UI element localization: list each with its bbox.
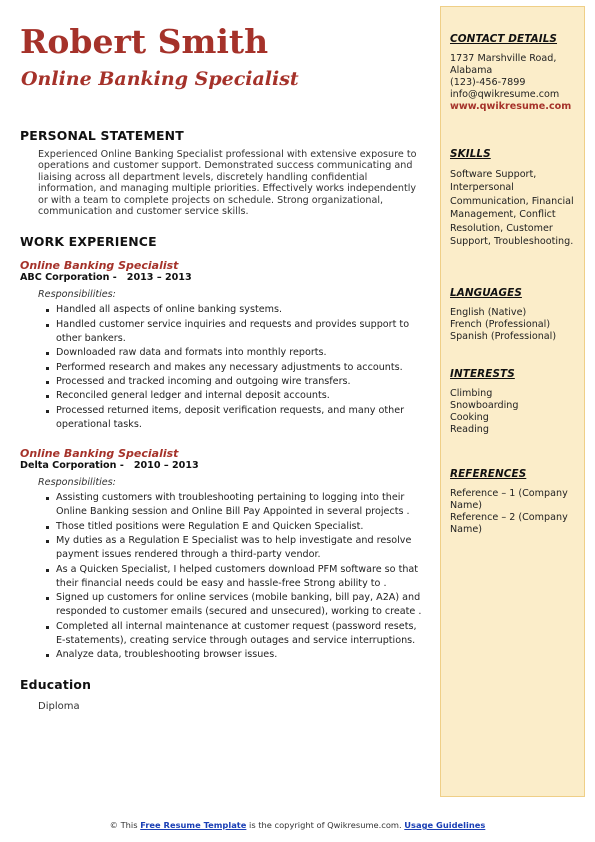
references-section xyxy=(450,468,580,536)
list-item: Reference – 1 (Company Name) xyxy=(450,488,568,511)
section-heading-contact: CONTACT DETAILS xyxy=(450,33,558,45)
skills-text: Software Support, Interpersonal Communication, Financial Management, Conflict Resolution, Customer Support, Troubleshooting. xyxy=(450,169,574,248)
job-title: Online Banking Specialist xyxy=(20,447,179,461)
list-item: As a Quicken Specialist, I helped customers download PFM software so that their financial needs could be easy and hassle-free Strong ability to . xyxy=(56,563,422,592)
skills-section xyxy=(450,148,580,248)
personal-statement-section xyxy=(20,128,422,217)
section-heading-education: Education xyxy=(20,676,92,692)
contact-section xyxy=(450,33,580,113)
list-item: Handled customer service inquiries and requests and provides support to other bankers. xyxy=(56,318,422,347)
contact-address: 1737 Marshville Road, Alabama xyxy=(450,53,557,76)
list-item: Reconciled general ledger and internal deposit accounts. xyxy=(56,389,422,403)
contact-email: info@qwikresume.com xyxy=(450,88,560,100)
list-item: Processed and tracked incoming and outgoing wire transfers. xyxy=(56,375,422,389)
free-resume-template-link[interactable]: Free Resume Template xyxy=(140,820,247,830)
footer-copyright-text: is the copyright of Qwikresume.com. xyxy=(246,820,405,830)
main-column xyxy=(20,128,422,713)
list-item: Reading xyxy=(450,423,489,435)
responsibilities-label: Responsibilities: xyxy=(38,477,116,489)
personal-statement-text: Experienced Online Banking Specialist professional with extensive exposure to operations and customer support. Demonstrated success communicating and liaising across all department levels, discretely handling confidential information, and managing multiple priorities. Effectively works independently or with a team to complete projects on schedule. Strong organizational, communication and customer service skills. xyxy=(38,149,417,218)
job-entry xyxy=(20,259,422,432)
contact-website-link[interactable]: www.qwikresume.com xyxy=(450,100,572,112)
list-item: Climbing xyxy=(450,388,493,399)
list-item: My duties as a Regulation E Specialist was to help investigate and resolve payment issues rendered through a third-party vendor. xyxy=(56,534,422,563)
job-title: Online Banking Specialist xyxy=(20,259,179,273)
interests-section xyxy=(450,368,580,436)
list-item: English (Native) xyxy=(450,307,527,318)
list-item: French (Professional) xyxy=(450,318,551,330)
list-item: Spanish (Professional) xyxy=(450,330,557,342)
section-heading-work-experience: WORK EXPERIENCE xyxy=(20,234,157,250)
list-item: Cooking xyxy=(450,411,489,423)
responsibilities-list xyxy=(20,491,422,663)
list-item: Signed up customers for online services (mobile banking, bill pay, A2A) and responded to customer emails (secured and unsecured), working to create . xyxy=(56,591,422,620)
list-item: Reference – 2 (Company Name) xyxy=(450,511,568,535)
languages-section xyxy=(450,287,580,343)
list-item: Completed all internal maintenance at customer request (password resets, E-statements), creating service through outages and service interruptions. xyxy=(56,620,422,649)
list-item: Snowboarding xyxy=(450,399,519,411)
work-experience-section xyxy=(20,234,422,662)
list-item: Performed research and makes any necessary adjustments to accounts. xyxy=(56,361,422,375)
list-item: Analyze data, troubleshooting browser issues. xyxy=(56,648,422,662)
responsibilities-label: Responsibilities: xyxy=(38,289,116,301)
list-item: Processed returned items, deposit verification requests, and many other operational tasks. xyxy=(56,404,422,433)
education-section xyxy=(20,677,422,713)
candidate-title: Online Banking Specialist xyxy=(21,68,299,90)
job-company-dates: Delta Corporation - 2010 – 2013 xyxy=(20,460,199,472)
responsibilities-list xyxy=(20,303,422,432)
list-item: Downloaded raw data and formats into monthly reports. xyxy=(56,346,422,360)
list-item: Assisting customers with troubleshooting pertaining to logging into their Online Banking session and Online Bill Pay Appointed in several projects . xyxy=(56,491,422,520)
footer xyxy=(0,820,595,830)
footer-prefix: © This xyxy=(109,820,141,830)
section-heading-personal-statement: PERSONAL STATEMENT xyxy=(20,128,184,143)
job-company-dates: ABC Corporation - 2013 – 2013 xyxy=(20,272,192,284)
list-item: Those titled positions were Regulation E and Quicken Specialist. xyxy=(56,520,422,534)
contact-phone: (123)-456-7899 xyxy=(450,76,526,88)
job-entry xyxy=(20,447,422,663)
candidate-name: Robert Smith xyxy=(20,22,269,61)
section-heading-references: REFERENCES xyxy=(450,468,527,480)
education-value: Diploma xyxy=(38,700,80,712)
list-item: Handled all aspects of online banking systems. xyxy=(56,303,422,317)
usage-guidelines-link[interactable]: Usage Guidelines xyxy=(404,820,486,830)
section-heading-languages: LANGUAGES xyxy=(450,287,522,299)
section-heading-skills: SKILLS xyxy=(450,148,491,160)
sidebar xyxy=(440,6,585,797)
section-heading-interests: INTERESTS xyxy=(450,368,515,380)
